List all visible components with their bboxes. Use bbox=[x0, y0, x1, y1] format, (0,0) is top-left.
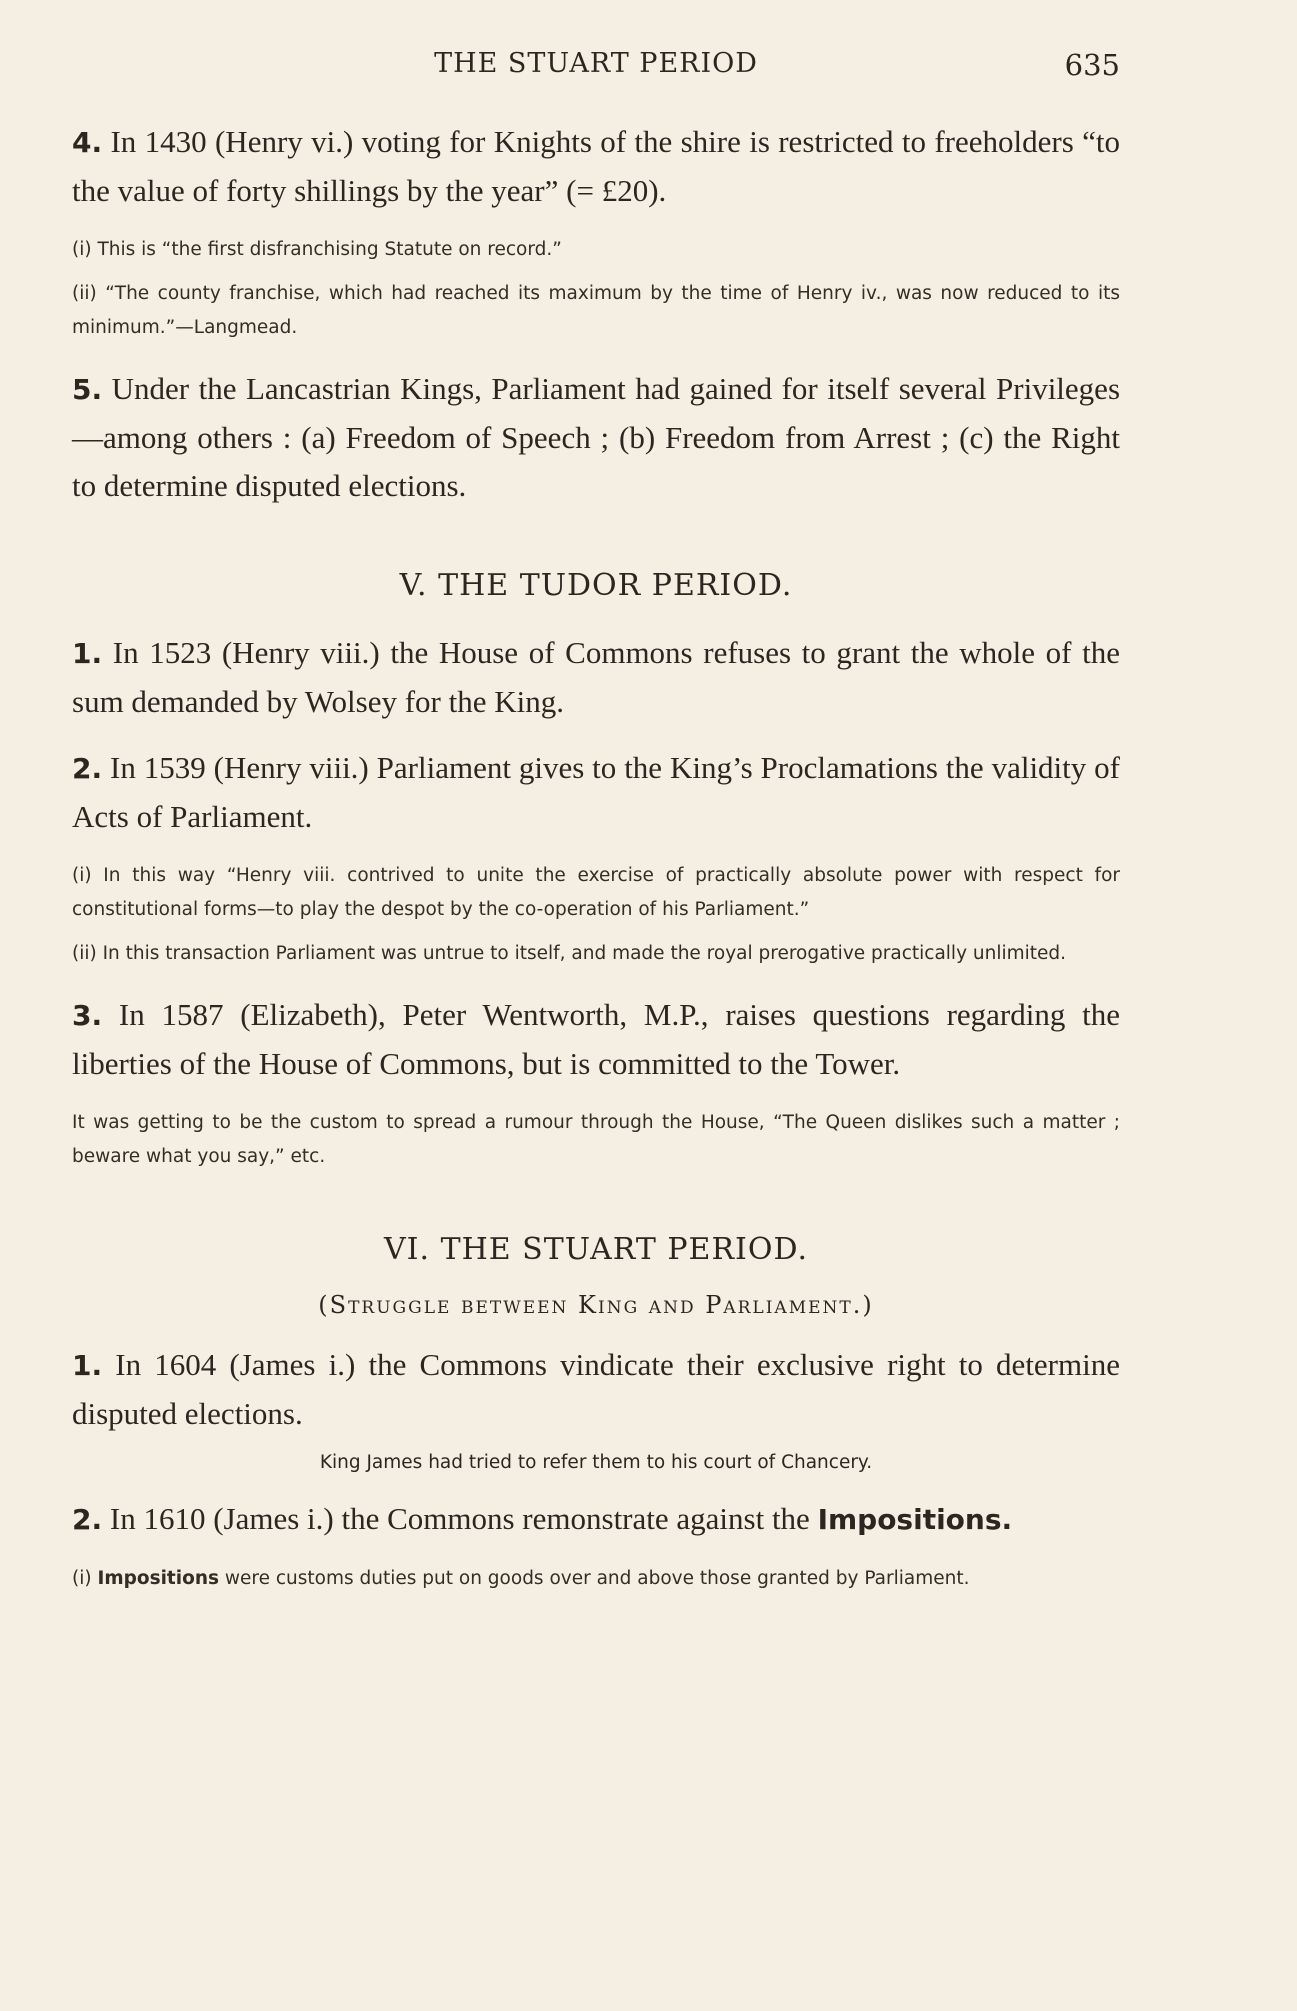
paragraph-5 bbox=[72, 365, 1120, 510]
paragraph-text: In 1610 (James i.) the Commons remonstrate against the bbox=[109, 1501, 818, 1536]
paragraph-text: In 1523 (Henry viii.) the House of Commons refuses to grant the whole of the sum demanded by Wolsey for the King. bbox=[72, 635, 1121, 719]
paragraph-text: In 1587 (Elizabeth), Peter Wentworth, M.P., raises questions regarding the liberties of the House of Commons, but is committed to the Tower. bbox=[72, 997, 1121, 1081]
paragraph-number: 4. bbox=[72, 126, 103, 159]
running-head: THE STUART PERIOD bbox=[434, 48, 758, 79]
footnote-rest: were customs duties put on goods over and above those granted by Parliament. bbox=[219, 1568, 970, 1589]
paragraph-text: In 1604 (James i.) the Commons vindicate their exclusive right to determine disputed elections. bbox=[72, 1347, 1120, 1431]
footnote: (ii) In this transaction Parliament was untrue to itself, and made the royal prerogative practically unlimited. bbox=[72, 943, 1067, 964]
page-number: 635 bbox=[1064, 48, 1120, 82]
paragraph-number: 5. bbox=[72, 373, 103, 406]
footnote: King James had tried to refer them to his court of Chancery. bbox=[319, 1452, 873, 1473]
tudor-item-2 bbox=[72, 744, 1120, 841]
paragraph-text: In 1539 (Henry viii.) Parliament gives to the King’s Proclamations the validity of Acts of Parliament. bbox=[72, 750, 1121, 834]
paragraph-text-bold: Impositions. bbox=[817, 1503, 1013, 1536]
footnote bbox=[72, 1562, 1120, 1596]
paragraph-4 bbox=[72, 118, 1120, 215]
footnote-bold: Impositions bbox=[97, 1568, 220, 1589]
paragraph-number: 1. bbox=[72, 1349, 103, 1382]
paragraph-text: Under the Lancastrian Kings, Parliament had gained for itself several Privileges—among others : (a) Freedom of Speech ; (b) Freedom from Arrest ; (c) the Right to determine disputed elections. bbox=[72, 371, 1121, 503]
footnote: (i) This is “the first disfranchising Statute on record.” bbox=[72, 239, 562, 260]
stuart-item-1 bbox=[72, 1341, 1120, 1438]
footnote-prefix: (i) bbox=[72, 1568, 98, 1589]
section-heading-stuart: VI. THE STUART PERIOD. bbox=[383, 1232, 809, 1267]
footnote: It was getting to be the custom to spread a rumour through the House, “The Queen dislikes such a matter ; beware what you say,” etc. bbox=[72, 1112, 1120, 1167]
tudor-item-3 bbox=[72, 991, 1120, 1088]
page-body bbox=[72, 118, 1120, 1606]
page-header bbox=[72, 48, 1120, 88]
footnote: (i) In this way “Henry viii. contrived to unite the exercise of practically absolute power with respect for constitutional forms—to play the despot by the co-operation of his Parliament.” bbox=[72, 865, 1120, 920]
paragraph-number: 3. bbox=[72, 999, 103, 1032]
section-subheading: (Struggle between King and Parliament.) bbox=[318, 1291, 874, 1319]
tudor-item-1 bbox=[72, 629, 1120, 726]
paragraph-number: 2. bbox=[72, 1503, 103, 1536]
section-heading-tudor: V. THE TUDOR PERIOD. bbox=[399, 568, 793, 603]
paragraph-number: 1. bbox=[72, 637, 103, 670]
paragraph-number: 2. bbox=[72, 752, 103, 785]
footnote: (ii) “The county franchise, which had reached its maximum by the time of Henry iv., was now reduced to its minimum.”—Langmead. bbox=[72, 283, 1120, 338]
paragraph-text: In 1430 (Henry vi.) voting for Knights of the shire is restricted to freeholders “to the value of forty shillings by the year” (= £20). bbox=[72, 124, 1120, 208]
stuart-item-2 bbox=[72, 1495, 1120, 1544]
